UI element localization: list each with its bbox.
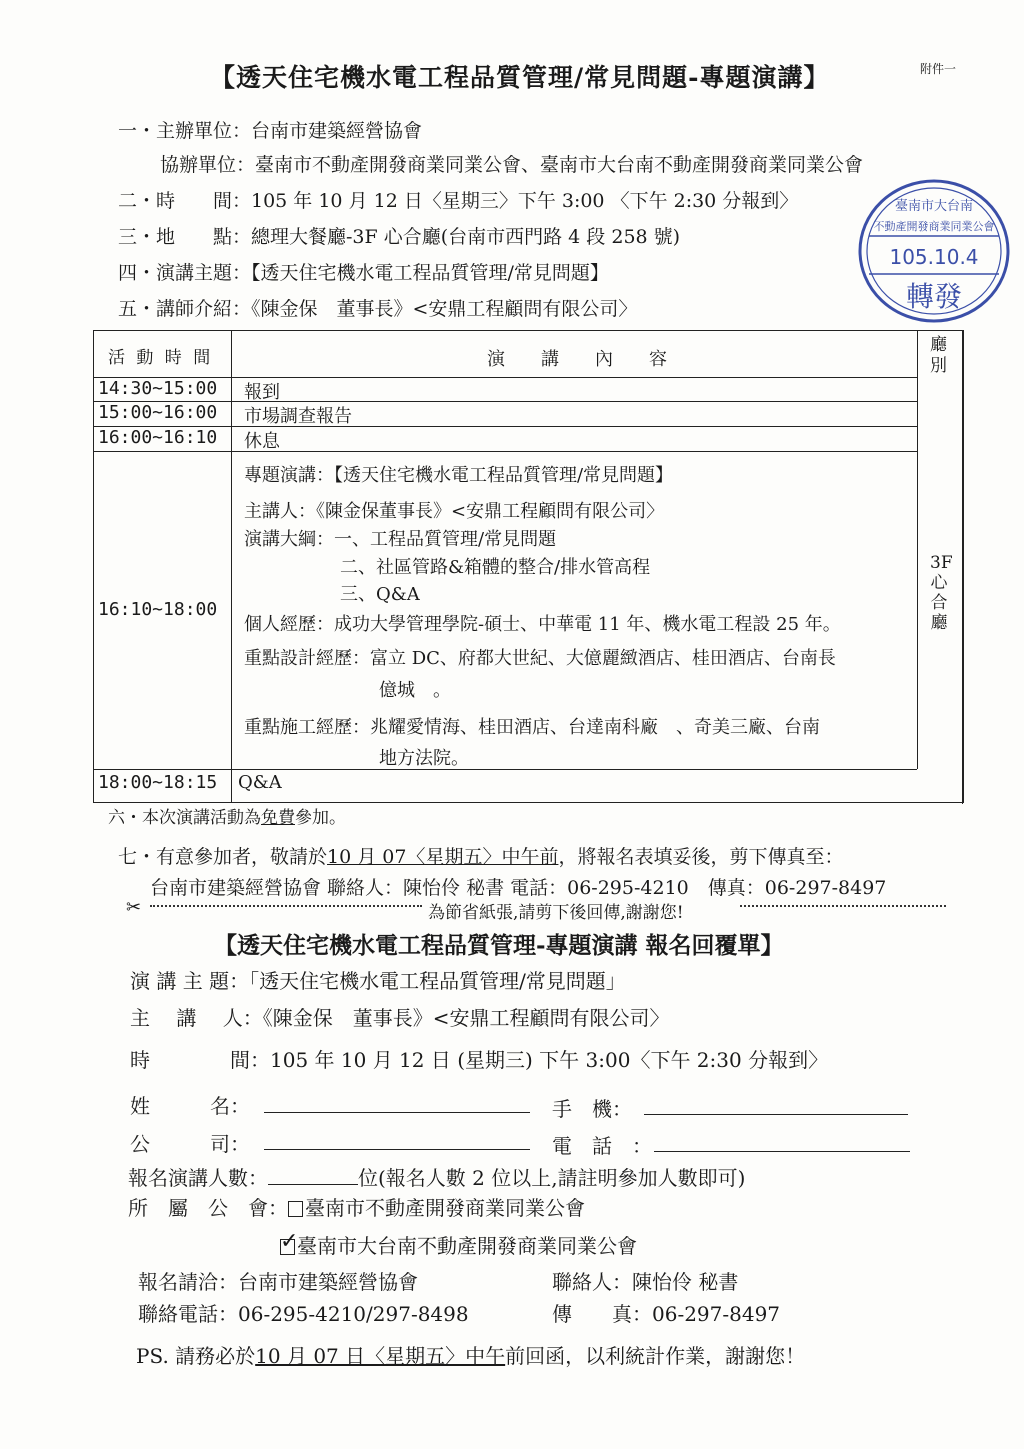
reg-phone: 聯絡電話：06-295-4210/297-8498 [138,1302,469,1326]
stamp-line1: 臺南市大台南 [894,199,974,214]
session-line: 二、社區管路&箱體的整合/排水管高程 [340,557,651,578]
forwarding-stamp [855,176,1013,326]
mobile-label: 手 機： [552,1097,632,1121]
header-hall: 廳別 [930,335,947,376]
header-time: 活 動 時 間 [108,348,214,368]
scissors-icon: ✂ [126,897,142,918]
reg-contact: 聯絡人：陳怡伶 秘書 [552,1270,739,1294]
hall-name: 3F心合廳 [930,553,953,633]
session-line: 重點施工經歷：兆耀愛情海、桂田酒店、台達南科廠 、奇美三廠、台南 [244,717,820,738]
phone-label: 電 話 ： [552,1134,652,1158]
session-line: 三、Q&A [340,584,420,605]
contact-line: 台南市建築經營協會 聯絡人：陳怡伶 秘書 電話：06-295-4210 傳真：06-297-8497 [150,877,887,899]
topic-line: 四・演講主題：【透天住宅機水電工程品質管理/常見問題】 [118,262,609,284]
company-label: 公 司： [130,1132,250,1156]
row-time: 18:00~18:15 [98,772,218,793]
row-content: 休息 [244,431,280,452]
speaker-line: 五・講師介紹：《陳金保 董事長》<安鼎工程顧問有限公司〉 [118,298,638,320]
cut-line-right [740,905,946,907]
phone-field[interactable] [654,1151,910,1152]
session-line: 專題演講：【透天住宅機水電工程品質管理/常見問題】 [244,465,674,486]
check-mark-icon: ✓ [280,1229,299,1254]
free-note: 六・本次演講活動為免費參加。 [108,808,346,828]
union-option2-checkbox[interactable] [280,1229,299,1255]
name-field[interactable] [264,1112,530,1113]
organizer-line: 一・主辦單位：台南市建築經營協會 [118,120,423,142]
company-field[interactable] [264,1149,530,1150]
name-label: 姓 名： [130,1094,250,1118]
session-line: 主講人：《陳金保董事長》<安鼎工程顧問有限公司〉 [244,501,665,522]
ps-note: PS. 請務必於10 月 07 日〈星期五〉中午前回函，以利統計作業，謝謝您！ [136,1344,806,1368]
register-note: 七・有意參加者，敬請於10 月 07〈星期五〉中午前，將報名表填妥後，剪下傳真至： [118,846,844,868]
count-row: 報名演講人數： 位(報名人數 2 位以上,請註明參加人數即可) [128,1166,746,1190]
co-organizer-line: 協辦單位：臺南市不動產開發商業同業公會、臺南市大台南不動產開發商業同業公會 [160,154,864,176]
form-time: 時 間：105 年 10 月 12 日 (星期三) 下午 3:00〈下午 2:30 分報到〉 [130,1048,829,1072]
schedule-table [93,330,964,803]
main-session-time: 16:10~18:00 [98,599,218,620]
session-line: 個人經歷：成功大學管理學院-碩士、中華電 11 年、機水電工程設 25 年。 [244,614,841,635]
stamp-date: 105.10.4 [889,245,979,269]
time-line: 二・時 間：105 年 10 月 12 日〈星期三〉下午 3:00 〈下午 2:30 分報到〉 [118,190,799,212]
session-line: 重點設計經歷：富立 DC、府都大世紀、大億麗緻酒店、桂田酒店、台南長 [244,648,836,669]
row-time: 15:00~16:00 [98,402,218,423]
count-field[interactable] [268,1166,358,1185]
union-row: 所 屬 公 會： 臺南市不動產開發商業同業公會 [128,1196,585,1220]
row-time: 14:30~15:00 [98,378,218,399]
row-content: 報到 [244,382,280,403]
reg-to: 報名請洽：台南市建築經營協會 [138,1270,418,1294]
form-title: 【透天住宅機水電工程品質管理-專題演講 報名回覆單】 [214,932,784,959]
cut-note: 為節省紙張,請剪下後回傳,謝謝您! [428,903,684,923]
header-content: 演 講 內 容 [487,349,667,370]
session-line: 地方法院。 [379,748,469,769]
page-title: 【透天住宅機水電工程品質管理/常見問題-專題演講】 [210,63,830,92]
row-content: 市場調查報告 [244,406,352,427]
form-topic: 演 講 主 題：「透天住宅機水電工程品質管理/常見問題」 [130,969,626,993]
stamp-action: 轉發 [905,280,963,313]
stamp-line2: 不動產開發商業同業公會 [873,220,995,233]
cut-line-left [150,905,422,907]
session-line: 演講大綱：一、工程品質管理/常見問題 [244,529,557,550]
attachment-label: 附件一 [920,62,957,76]
session-line: 億城 。 [379,680,451,701]
place-line: 三・地 點：總理大餐廳-3F 心合廳(台南市西門路 4 段 258 號) [118,226,681,248]
union-row-2: ✓ 臺南市大台南不動產開發商業同業公會 [280,1229,637,1258]
reg-fax: 傳 真：06-297-8497 [552,1302,781,1326]
union-option1-checkbox[interactable] [288,1201,303,1217]
row-content: Q&A [238,772,282,793]
form-speaker: 主 講 人：《陳金保 董事長》<安鼎工程顧問有限公司〉 [130,1006,670,1030]
mobile-field[interactable] [644,1114,908,1115]
row-time: 16:00~16:10 [98,427,218,448]
